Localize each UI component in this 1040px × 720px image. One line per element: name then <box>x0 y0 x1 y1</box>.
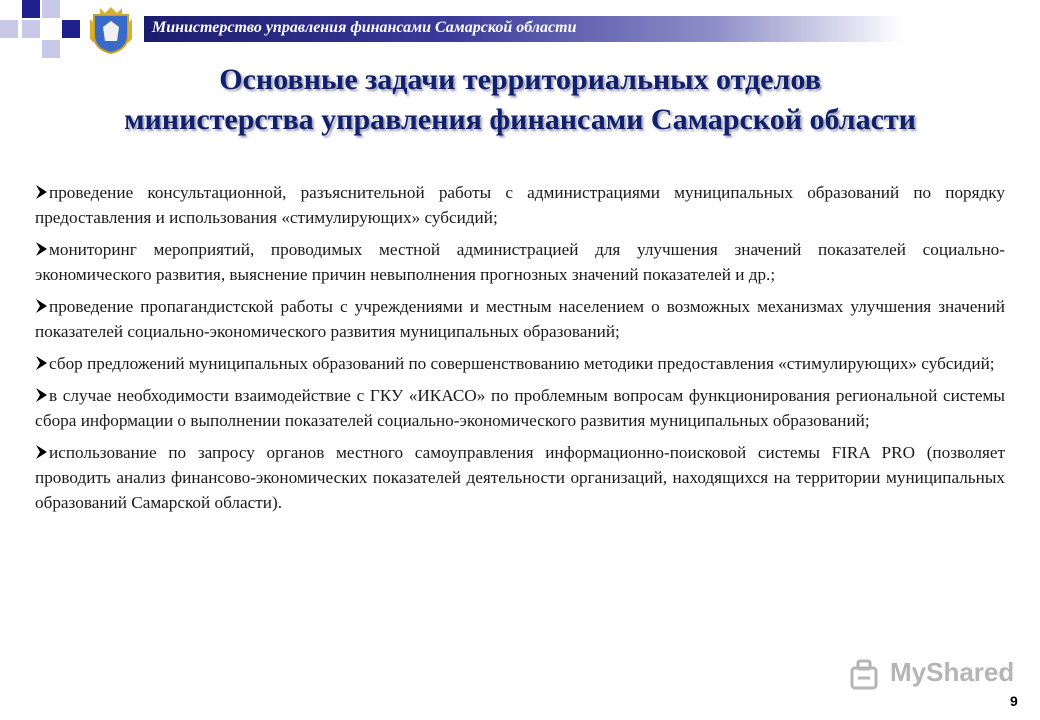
list-item: проведение пропагандистской работы с учреждениями и местным населением о возможных механизмах улучшения значений показателей социально-экономического развития муниципальных образований; <box>35 297 1005 341</box>
list-item: в случае необходимости взаимодействие с ГКУ «ИКАСО» по проблемным вопросам функционирования региональной системы сбора информации о выполнении показателей социально-экономического развития муниципальных образований; <box>35 386 1005 430</box>
arrow-bullet-icon <box>35 355 49 371</box>
list-item: мониторинг мероприятий, проводимых местной администрацией для улучшения значений показателей социально-экономического развития, выяснение причин невыполнения прогнозных значений показателей и др.; <box>35 240 1005 284</box>
corner-decoration <box>0 0 90 60</box>
task-list <box>35 180 1005 522</box>
arrow-bullet-icon <box>35 444 49 460</box>
arrow-bullet-icon <box>35 241 49 257</box>
list-item: проведение консультационной, разъяснительной работы с администрациями муниципальных образований по порядку предоставления и использования «стимулирующих» субсидий; <box>35 183 1005 227</box>
page-number: 9 <box>1010 693 1018 709</box>
title-line-2: министерства управления финансами Самарской области <box>124 103 916 136</box>
watermark <box>848 656 1015 696</box>
arrow-bullet-icon <box>35 184 49 200</box>
page-title <box>0 60 1040 140</box>
header-bar <box>144 16 904 42</box>
arrow-bullet-icon <box>35 387 49 403</box>
ministry-name: Министерство управления финансами Самарской области <box>152 19 577 36</box>
coat-of-arms-icon <box>88 5 134 55</box>
title-line-1: Основные задачи территориальных отделов <box>219 63 821 96</box>
myshared-logo-icon <box>848 658 884 694</box>
watermark-text: MyShared <box>890 657 1015 687</box>
list-item: использование по запросу органов местного самоуправления информационно-поисковой системы FIRA PRO (позволяет проводить анализ финансово-экономических показателей деятельности организаций, находящихся на территории муниципальных образований Самарской области). <box>35 443 1005 512</box>
arrow-bullet-icon <box>35 298 49 314</box>
list-item: сбор предложений муниципальных образований по совершенствованию методики предоставления «стимулирующих» субсидий; <box>35 351 1005 376</box>
